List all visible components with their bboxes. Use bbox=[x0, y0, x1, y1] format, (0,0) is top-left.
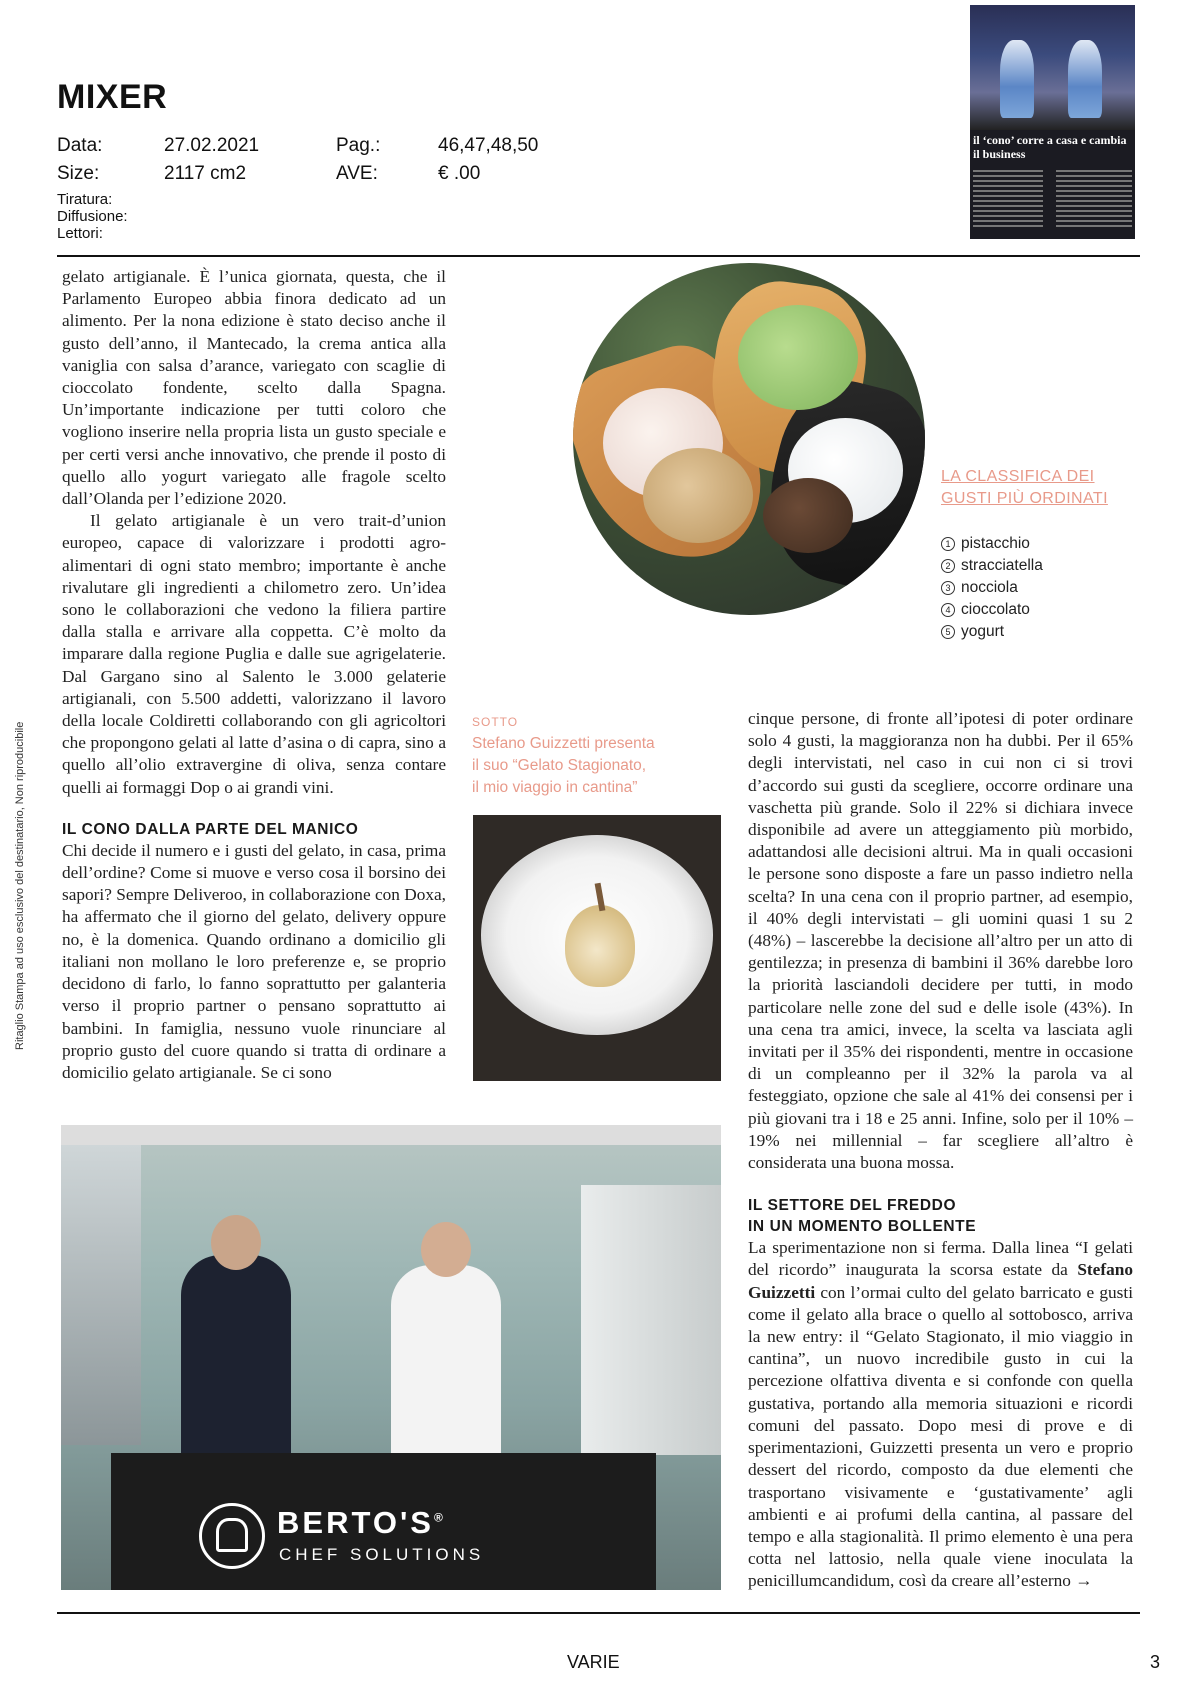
diffusione-label: Diffusione: bbox=[57, 208, 128, 225]
chef-hat-icon bbox=[199, 1503, 265, 1569]
rank-number: 4 bbox=[941, 603, 955, 617]
section-heading-line: IL SETTORE DEL FREDDO bbox=[748, 1197, 957, 1215]
ranking-title-line: GUSTI PIÙ ORDINATI bbox=[941, 490, 1108, 507]
thumbnail-cone-left bbox=[1000, 40, 1034, 118]
ranking-title bbox=[941, 466, 1108, 510]
pag-label: Pag.: bbox=[336, 135, 381, 156]
section-label: VARIE bbox=[567, 1652, 620, 1672]
thumbnail-text-block-2 bbox=[1056, 170, 1132, 238]
list-item bbox=[941, 533, 1043, 555]
rank-number: 2 bbox=[941, 559, 955, 573]
thumbnail-cone-right bbox=[1068, 40, 1102, 118]
person-suit bbox=[181, 1255, 291, 1455]
ranking-list bbox=[941, 533, 1043, 643]
thumbnail-title: il ‘cono’ corre a casa e cambia il business bbox=[973, 133, 1127, 161]
rank-label: stracciatella bbox=[961, 557, 1043, 574]
publication-title: MIXER bbox=[57, 78, 168, 116]
paragraph: gelato artigianale. È l’unica giornata, questa, che il Parlamento Europeo abbia finora dedicato ad un alimento. Per la nona edizione è stato deciso anche il gusto dell’anno, il Mantecado, la crema antica alla vaniglia con salsa d’arance, variegato con scaglie di cioccolato fondente, scelto dalla Spagna. Un’importante indicazione per tutti coloro che vogliono inserire nella propria lista un gusto speciale e per certi versi anche innovativo, che prende il posto di quello allo yogurt variegato alle fragole scelto dall’Olanda per l’edizione 2020. bbox=[62, 267, 446, 509]
machine bbox=[581, 1185, 721, 1455]
paragraph: cinque persone, di fronte all’ipotesi di poter ordinare solo 4 gusti, la maggioranza non ha dubbi. Per il 65% degli intervistati, nel caso in cui non ci si trovi d’accordo sui gusti da scegliere, occorre ordinare una vaschetta più grande. Solo il 22% si dichiara invece disponibile ad avere un atteggiamento più morbido, adattandosi alle decisioni altrui. Ma in quali occasioni le persone sono disposte a fare un passo indietro nella scelta? In una cena con il proprio partner, ad esempio, il 40% degli intervistati – gli uomini quasi 1 su 2 (48%) – lascerebbe la decisione all’altro per un atto di gentilezza; in presenza di bambini il 36% darebbe loro la priorità lasciandoli decidere per tutti, in modo particolare nelle zone del sud e delle isole (43%). In una cena tra amici, invece, la scelta va lasciata agli invitati per il 35% dei rispondenti, mentre in occasione di un compleanno per il 32% la parola va al festeggiato, opzione che sale al 41% dei consensi per i più giovani tra i 18 e 25 anni. Infine, solo per il 10% – 19% nei millennial – far scegliere all’altro è considerata una buona mossa. bbox=[748, 709, 1133, 1173]
caption-label: SOTTO bbox=[472, 715, 519, 729]
rank-number: 3 bbox=[941, 581, 955, 595]
ave-value: € .00 bbox=[438, 163, 481, 184]
brand-name bbox=[277, 1505, 446, 1541]
extractor-hood bbox=[61, 1145, 141, 1445]
rank-number: 5 bbox=[941, 625, 955, 639]
dessert-plate-photo bbox=[473, 815, 721, 1081]
footer-divider bbox=[57, 1612, 1140, 1614]
size-value: 2117 cm2 bbox=[164, 163, 247, 184]
paragraph: Il gelato artigianale è un vero trait-d’union europeo, capace di valorizzare i prodotti agro-alimentari di ogni stato membro; importante è anche rivalutare gli ingredienti a chilometro zero. Un’idea sono le collaborazioni che vedono la filiera partire dalla stalla e arrivare alla coppetta. C’è molto da imparare dalla regione Puglia e dalle sue agrigelaterie. Dal Gargano sino al Salento le 3.000 gelaterie artigianali, con 5.500 addetti, valorizzano il lavoro della locale Coldiretti collaborando con gli agricoltori che propongono gelati al latte d’asina o di capra, sino a quello all’olio extravergine di oliva, senza contare quelli ai formaggi Dop o ai grandi vini. bbox=[62, 511, 446, 797]
data-label: Data: bbox=[57, 135, 103, 156]
list-item bbox=[941, 555, 1043, 577]
chef-kitchen-photo bbox=[61, 1125, 721, 1590]
photo-caption bbox=[472, 733, 712, 799]
chocolate-scoop bbox=[763, 478, 853, 553]
thumbnail-photo bbox=[970, 5, 1135, 130]
gelato-cones-photo bbox=[573, 263, 925, 615]
ceiling bbox=[61, 1125, 721, 1145]
list-item bbox=[941, 621, 1043, 643]
rank-label: pistacchio bbox=[961, 535, 1030, 552]
plate bbox=[481, 835, 713, 1035]
hazelnut-scoop bbox=[643, 448, 753, 543]
person-name: Stefano Guizzetti bbox=[748, 1260, 1133, 1302]
thumbnail-text-block bbox=[973, 170, 1043, 238]
article-column-1 bbox=[62, 266, 446, 1084]
page-number: 3 bbox=[1150, 1652, 1161, 1672]
pistachio-scoop bbox=[738, 305, 858, 410]
ave-label: AVE: bbox=[336, 163, 378, 184]
paragraph-text: con l’ormai culto del gelato barricato e gusti come il gelato alla brace o quello al sottobosco, arriva la new entry: il “Gelato Stagionato, il mio viaggio in cantina”, un nuovo incredibile gusto in cui la percezione olfattiva diventa e si confonde con quella gustativa, portando alla memoria situazioni e ricordi comuni del passato. Dopo mesi di prove e di sperimentazioni, Guizzetti presenta un vero e proprio dessert del ricordo, composto da due elementi che trasportano visivamente e ‘gustativamente’ agli ambienti e ai profumi della cantina, al passare del tempo e alla stagionalità. Il primo elemento è una pera cotta nel lattosio, nella quale viene inoculata la penicillumcandidum, così da creare all’esterno → bbox=[748, 1282, 1133, 1591]
chef-head bbox=[421, 1222, 471, 1277]
tiratura-label: Tiratura: bbox=[57, 191, 113, 208]
page-thumbnail[interactable] bbox=[970, 5, 1135, 239]
paragraph: Chi decide il numero e i gusti del gelato, in casa, prima dell’ordine? Come si muove e verso cosa il borsino dei sapori? Sempre Deliveroo, in collaborazione con Doxa, ha affermato che il giorno del gelato, delivery oppure no, è la domenica. Quando ordinano a domicilio gli italiani non mollano le loro preferenze e, se proprio decidono di farlo, lo fanno soprattutto per galanteria verso il proprio partner o pensano soprattutto ai bambini. In famiglia, nessuno vuole rinunciare al proprio gusto del cuore quando si tratta di ordinare a domicilio gelato artigianale. Se ci sono bbox=[62, 840, 446, 1082]
list-item bbox=[941, 599, 1043, 621]
rank-label: cioccolato bbox=[961, 601, 1030, 618]
brand-name-text: BERTO'S bbox=[277, 1505, 434, 1540]
rank-label: yogurt bbox=[961, 623, 1005, 640]
header-divider bbox=[57, 255, 1140, 257]
pear-dessert bbox=[565, 905, 635, 987]
pag-value: 46,47,48,50 bbox=[438, 135, 539, 156]
chef-jacket bbox=[391, 1265, 501, 1455]
caption-line: Stefano Guizzetti presenta bbox=[472, 735, 655, 752]
brand-subtitle: CHEF SOLUTIONS bbox=[279, 1545, 485, 1564]
caption-line: il suo “Gelato Stagionato, bbox=[472, 757, 647, 774]
rank-number: 1 bbox=[941, 537, 955, 551]
ranking-title-line: LA CLASSIFICA DEI bbox=[941, 468, 1095, 485]
size-label: Size: bbox=[57, 163, 100, 184]
list-item bbox=[941, 577, 1043, 599]
data-value: 27.02.2021 bbox=[164, 135, 260, 156]
lettori-label: Lettori: bbox=[57, 225, 103, 242]
caption-line: il mio viaggio in cantina” bbox=[472, 779, 638, 796]
registered-mark: ® bbox=[434, 1510, 446, 1525]
article-column-3 bbox=[748, 708, 1133, 1593]
person-head bbox=[211, 1215, 261, 1270]
section-heading: IL CONO DALLA PARTE DEL MANICO bbox=[62, 820, 359, 838]
copyright-notice: Ritaglio Stampa ad uso esclusivo del destinatario, Non riproducibile bbox=[14, 721, 26, 1050]
rank-label: nocciola bbox=[961, 579, 1018, 596]
section-heading-line: IN UN MOMENTO BOLLENTE bbox=[748, 1218, 977, 1236]
section-heading bbox=[748, 1195, 1133, 1237]
paragraph bbox=[748, 1237, 1133, 1592]
paragraph-text: La sperimentazione non si ferma. Dalla linea “I gelati del ricordo” inaugurata la scorsa estate da bbox=[748, 1238, 1133, 1280]
